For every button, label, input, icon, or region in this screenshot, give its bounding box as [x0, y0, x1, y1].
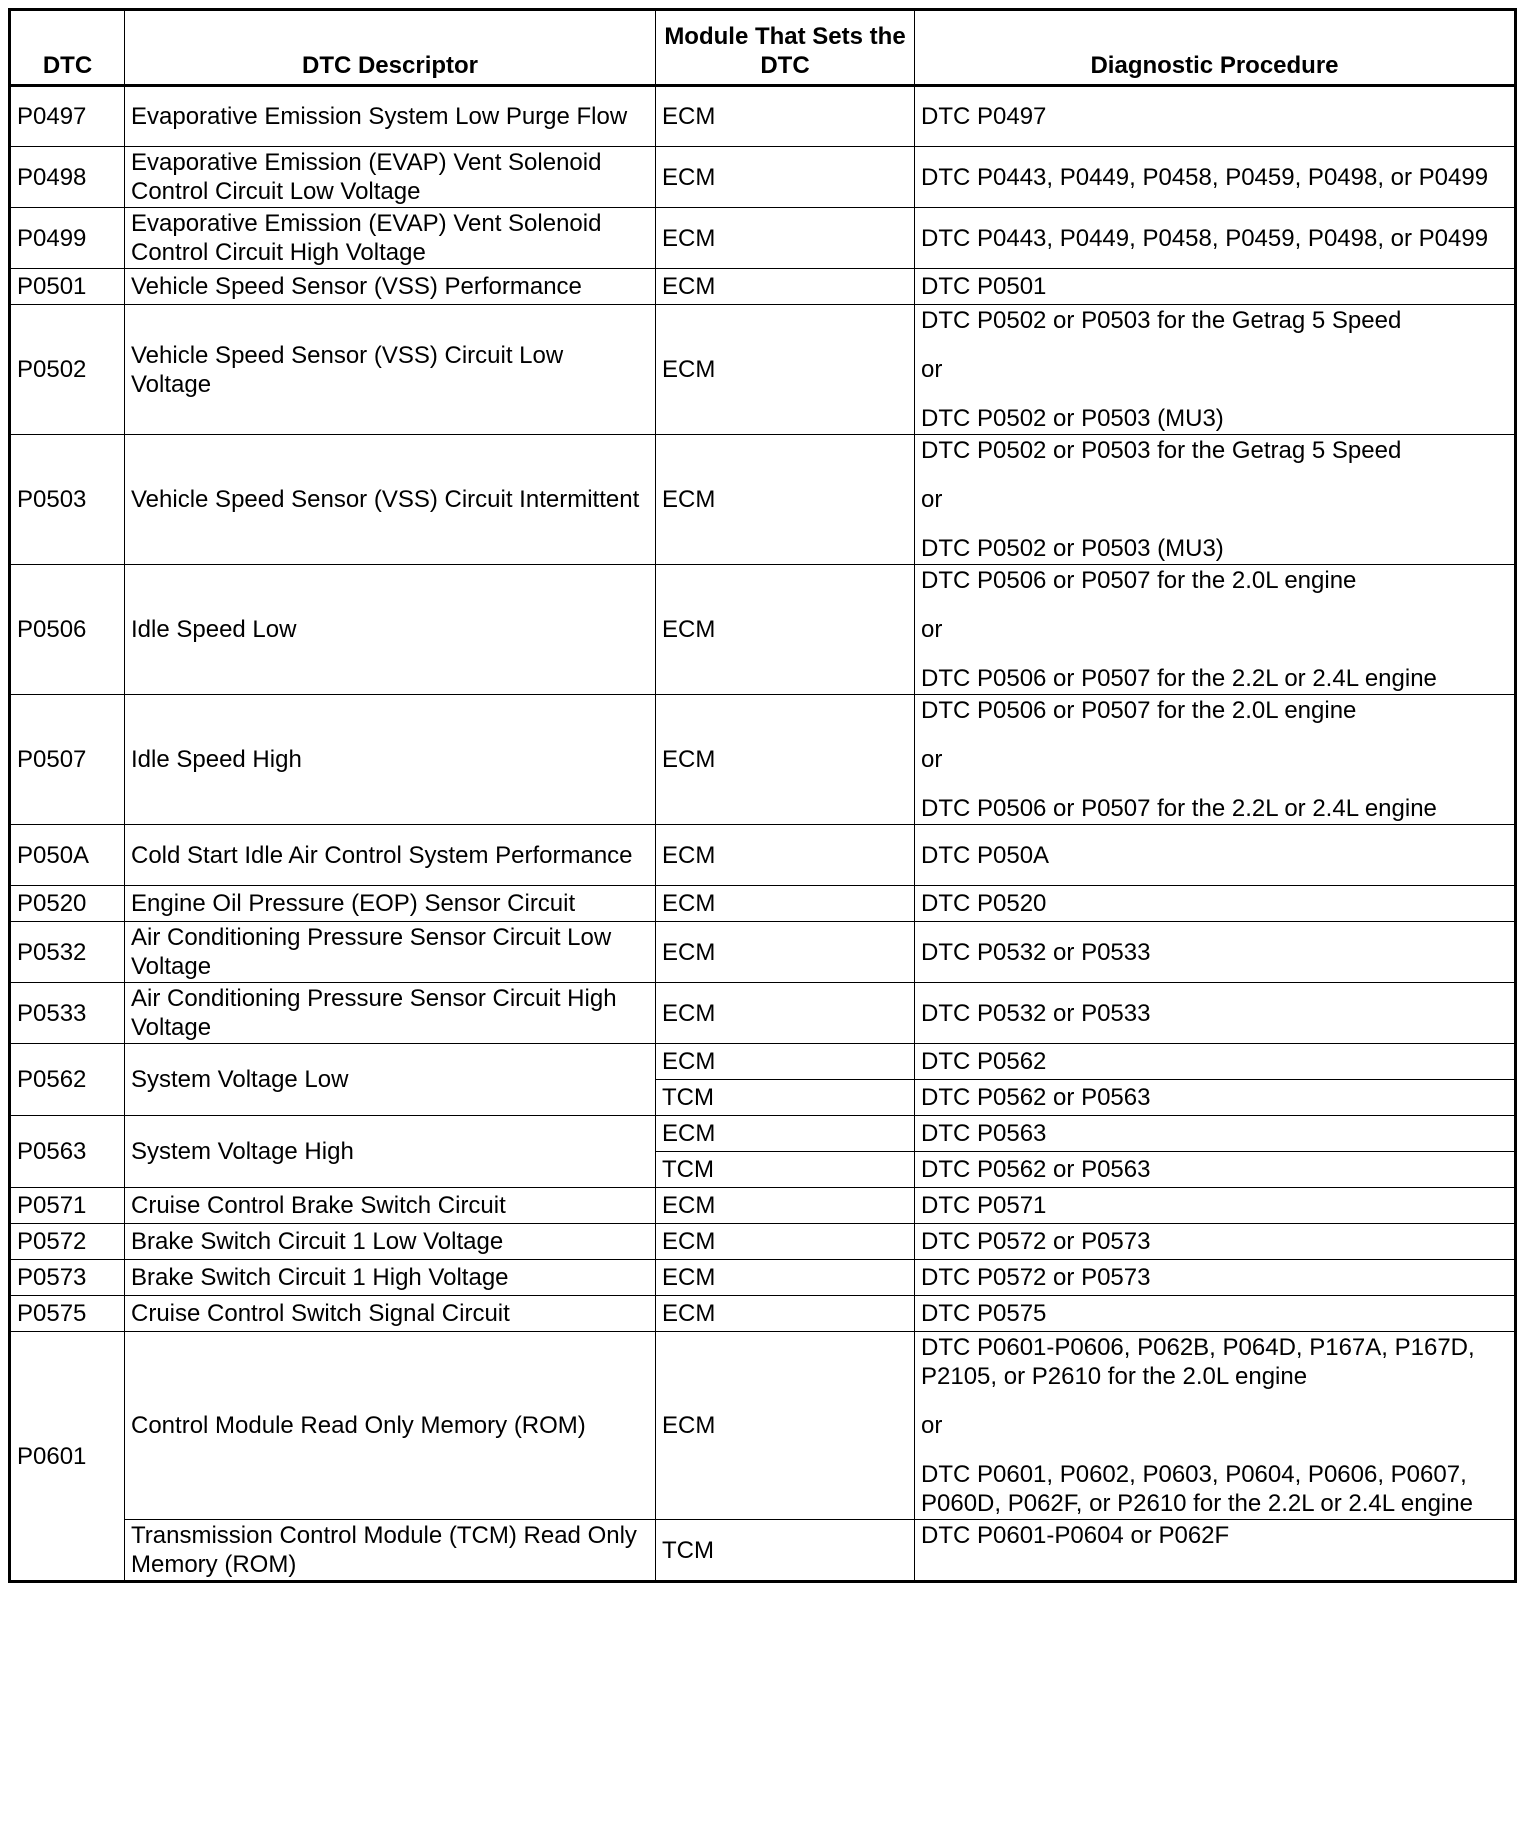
procedure-or: or — [921, 356, 943, 383]
table-row — [10, 435, 1516, 565]
procedure-option-b: DTC P0506 or P0507 for the 2.2L or 2.4L engine — [921, 665, 1437, 692]
dtc-code: P0572 — [10, 1224, 125, 1260]
diagnostic-procedure — [915, 1332, 1516, 1520]
header-module: Module That Sets the DTC — [656, 10, 915, 86]
procedure-or: or — [921, 486, 943, 513]
table-row — [10, 983, 1516, 1044]
table-row — [10, 1044, 1516, 1080]
dtc-descriptor: Transmission Control Module (TCM) Read Only Memory (ROM) — [125, 1520, 656, 1582]
table-row — [10, 1296, 1516, 1332]
header-row — [10, 10, 1516, 86]
dtc-descriptor: Air Conditioning Pressure Sensor Circuit Low Voltage — [125, 922, 656, 983]
module-name: ECM — [656, 1296, 915, 1332]
diagnostic-procedure: DTC P0572 or P0573 — [915, 1224, 1516, 1260]
diagnostic-procedure: DTC P0520 — [915, 886, 1516, 922]
diagnostic-procedure: DTC P0572 or P0573 — [915, 1260, 1516, 1296]
table-row — [10, 86, 1516, 147]
dtc-descriptor: Vehicle Speed Sensor (VSS) Performance — [125, 269, 656, 305]
procedure-option-b: DTC P0502 or P0503 (MU3) — [921, 405, 1224, 432]
diagnostic-procedure: DTC P0562 or P0563 — [915, 1080, 1516, 1116]
module-name: ECM — [656, 435, 915, 565]
dtc-code: P0601 — [10, 1332, 125, 1582]
diagnostic-procedure: DTC P0443, P0449, P0458, P0459, P0498, or P0499 — [915, 147, 1516, 208]
dtc-descriptor: Evaporative Emission (EVAP) Vent Solenoid Control Circuit Low Voltage — [125, 147, 656, 208]
procedure-option-b: DTC P0506 or P0507 for the 2.2L or 2.4L engine — [921, 795, 1437, 822]
dtc-code: P0532 — [10, 922, 125, 983]
dtc-code: P0563 — [10, 1116, 125, 1188]
table-header — [10, 10, 1516, 86]
dtc-descriptor: Air Conditioning Pressure Sensor Circuit High Voltage — [125, 983, 656, 1044]
dtc-descriptor: Control Module Read Only Memory (ROM) — [125, 1332, 656, 1520]
procedure-option-b: DTC P0601, P0602, P0603, P0604, P0606, P0607, P060D, P062F, or P2610 for the 2.2L or 2.4L engine — [921, 1461, 1473, 1517]
module-name: ECM — [656, 1044, 915, 1080]
module-name: ECM — [656, 86, 915, 147]
diagnostic-procedure — [915, 695, 1516, 825]
dtc-code: P0520 — [10, 886, 125, 922]
dtc-descriptor: System Voltage Low — [125, 1044, 656, 1116]
dtc-code: P0501 — [10, 269, 125, 305]
table-body — [10, 86, 1516, 1582]
dtc-descriptor: Cruise Control Brake Switch Circuit — [125, 1188, 656, 1224]
procedure-or: or — [921, 1412, 943, 1439]
dtc-code: P0575 — [10, 1296, 125, 1332]
module-name: ECM — [656, 1260, 915, 1296]
module-name: ECM — [656, 825, 915, 886]
diagnostic-procedure: DTC P0443, P0449, P0458, P0459, P0498, or P0499 — [915, 208, 1516, 269]
header-procedure: Diagnostic Procedure — [915, 10, 1516, 86]
table-row — [10, 147, 1516, 208]
module-name: ECM — [656, 695, 915, 825]
dtc-descriptor: Idle Speed Low — [125, 565, 656, 695]
diagnostic-procedure: DTC P050A — [915, 825, 1516, 886]
dtc-descriptor: Engine Oil Pressure (EOP) Sensor Circuit — [125, 886, 656, 922]
diagnostic-procedure: DTC P0501 — [915, 269, 1516, 305]
table-row — [10, 269, 1516, 305]
dtc-code: P0502 — [10, 305, 125, 435]
dtc-code: P0562 — [10, 1044, 125, 1116]
dtc-code: P0499 — [10, 208, 125, 269]
diagnostic-procedure: DTC P0601-P0604 or P062F — [915, 1520, 1516, 1582]
module-name: ECM — [656, 1332, 915, 1520]
procedure-option-a: DTC P0502 or P0503 for the Getrag 5 Speed — [921, 437, 1402, 464]
dtc-code: P0573 — [10, 1260, 125, 1296]
diagnostic-procedure — [915, 435, 1516, 565]
module-name: ECM — [656, 1188, 915, 1224]
dtc-descriptor: System Voltage High — [125, 1116, 656, 1188]
table-row — [10, 208, 1516, 269]
procedure-option-b: DTC P0502 or P0503 (MU3) — [921, 535, 1224, 562]
module-name: ECM — [656, 147, 915, 208]
dtc-code: P0507 — [10, 695, 125, 825]
module-name: ECM — [656, 922, 915, 983]
procedure-or: or — [921, 746, 943, 773]
procedure-option-a: DTC P0506 or P0507 for the 2.0L engine — [921, 697, 1357, 724]
module-name: ECM — [656, 1116, 915, 1152]
dtc-table — [8, 8, 1517, 1583]
table-row — [10, 1224, 1516, 1260]
diagnostic-procedure — [915, 565, 1516, 695]
module-name: ECM — [656, 886, 915, 922]
module-name: TCM — [656, 1152, 915, 1188]
table-row — [10, 695, 1516, 825]
table-row — [10, 1332, 1516, 1520]
module-name: ECM — [656, 305, 915, 435]
table-row — [10, 565, 1516, 695]
diagnostic-procedure — [915, 305, 1516, 435]
diagnostic-procedure: DTC P0575 — [915, 1296, 1516, 1332]
diagnostic-procedure: DTC P0563 — [915, 1116, 1516, 1152]
table-row — [10, 922, 1516, 983]
dtc-code: P050A — [10, 825, 125, 886]
table-row — [10, 825, 1516, 886]
procedure-option-a: DTC P0502 or P0503 for the Getrag 5 Speed — [921, 307, 1402, 334]
dtc-descriptor: Cruise Control Switch Signal Circuit — [125, 1296, 656, 1332]
diagnostic-procedure: DTC P0562 or P0563 — [915, 1152, 1516, 1188]
table-row — [10, 1520, 1516, 1582]
module-name: ECM — [656, 1224, 915, 1260]
table-row — [10, 305, 1516, 435]
dtc-code: P0533 — [10, 983, 125, 1044]
diagnostic-procedure: DTC P0571 — [915, 1188, 1516, 1224]
dtc-code: P0571 — [10, 1188, 125, 1224]
header-dtc: DTC — [10, 10, 125, 86]
procedure-option-a: DTC P0601-P0606, P062B, P064D, P167A, P167D, P2105, or P2610 for the 2.0L engine — [921, 1334, 1475, 1390]
procedure-option-a: DTC P0506 or P0507 for the 2.0L engine — [921, 567, 1357, 594]
module-name: ECM — [656, 565, 915, 695]
dtc-code: P0506 — [10, 565, 125, 695]
dtc-code: P0498 — [10, 147, 125, 208]
table-row — [10, 1116, 1516, 1152]
dtc-descriptor: Brake Switch Circuit 1 Low Voltage — [125, 1224, 656, 1260]
diagnostic-procedure: DTC P0562 — [915, 1044, 1516, 1080]
dtc-descriptor: Vehicle Speed Sensor (VSS) Circuit Intermittent — [125, 435, 656, 565]
dtc-code: P0497 — [10, 86, 125, 147]
module-name: ECM — [656, 269, 915, 305]
table-row — [10, 1260, 1516, 1296]
diagnostic-procedure: DTC P0532 or P0533 — [915, 922, 1516, 983]
module-name: ECM — [656, 983, 915, 1044]
header-descriptor: DTC Descriptor — [125, 10, 656, 86]
dtc-descriptor: Idle Speed High — [125, 695, 656, 825]
dtc-descriptor: Brake Switch Circuit 1 High Voltage — [125, 1260, 656, 1296]
dtc-descriptor: Vehicle Speed Sensor (VSS) Circuit Low Voltage — [125, 305, 656, 435]
table-row — [10, 886, 1516, 922]
dtc-descriptor: Evaporative Emission (EVAP) Vent Solenoid Control Circuit High Voltage — [125, 208, 656, 269]
dtc-descriptor: Cold Start Idle Air Control System Performance — [125, 825, 656, 886]
procedure-or: or — [921, 616, 943, 643]
dtc-descriptor: Evaporative Emission System Low Purge Flow — [125, 86, 656, 147]
module-name: TCM — [656, 1080, 915, 1116]
dtc-code: P0503 — [10, 435, 125, 565]
diagnostic-procedure: DTC P0497 — [915, 86, 1516, 147]
table-row — [10, 1188, 1516, 1224]
module-name: ECM — [656, 208, 915, 269]
module-name: TCM — [656, 1520, 915, 1582]
diagnostic-procedure: DTC P0532 or P0533 — [915, 983, 1516, 1044]
